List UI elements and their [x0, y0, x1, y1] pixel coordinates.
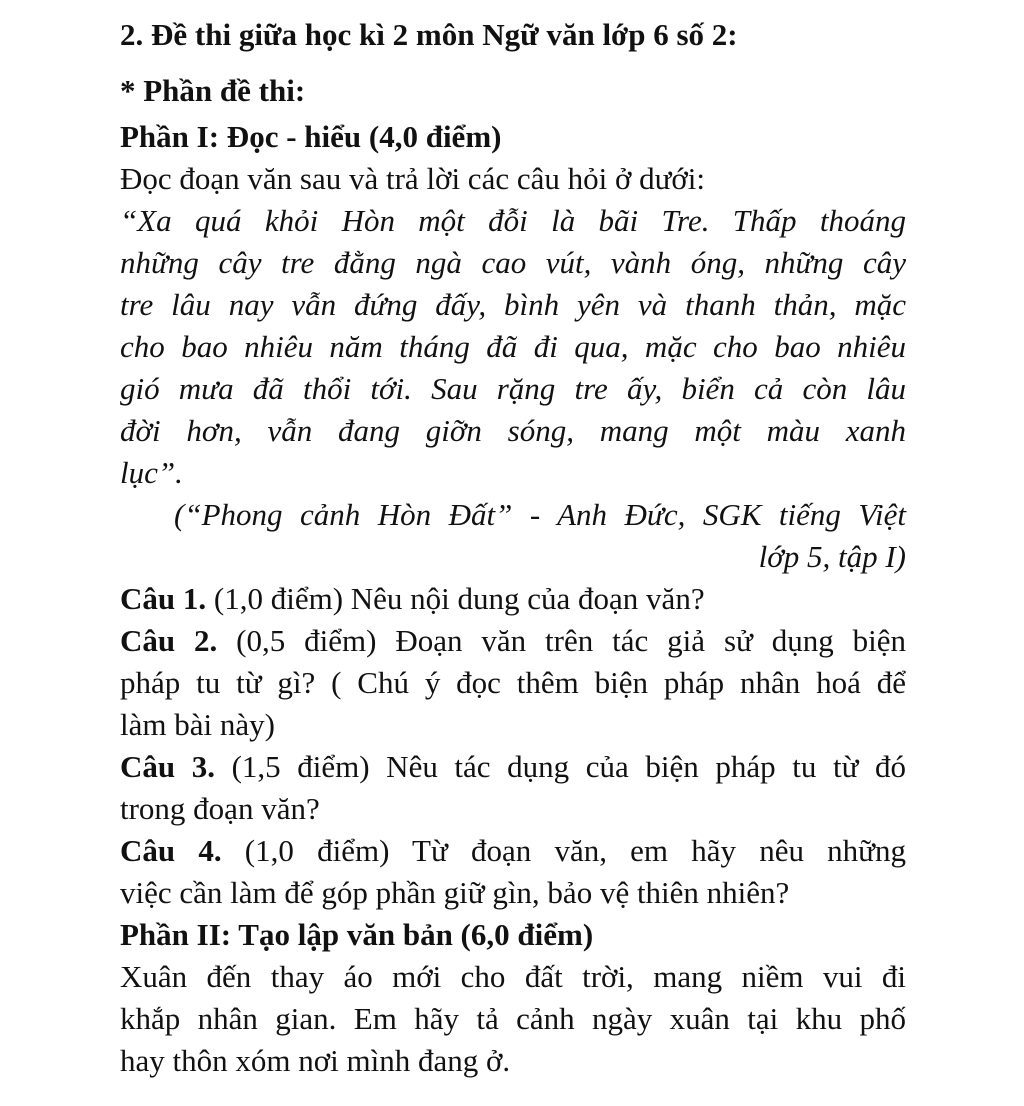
source-line: (“Phong cảnh Hòn Đất” - Anh Đức, SGK tiếng Việt [174, 497, 906, 532]
passage-line: “Xa quá khỏi Hòn một đỗi là bãi Tre. Thấp thoáng [120, 203, 906, 238]
question-label: Câu 2. [120, 623, 218, 658]
question-1 [120, 578, 906, 620]
question-line: trong đoạn văn? [120, 791, 320, 826]
passage-line: cho bao nhiêu năm tháng đã đi qua, mặc cho bao nhiêu [120, 329, 906, 364]
passage-line: gió mưa đã thổi tới. Sau rặng tre ấy, biển cả còn lâu [120, 371, 906, 406]
question-3 [120, 746, 906, 830]
reading-instruction: Đọc đoạn văn sau và trả lời các câu hỏi ở dưới: [120, 161, 706, 196]
question-text: (1,0 điểm) Từ đoạn văn, em hãy nêu những [221, 833, 906, 868]
prompt-line: Xuân đến thay áo mới cho đất trời, mang niềm vui đi [120, 959, 906, 994]
source-line: lớp 5, tập I) [758, 539, 906, 574]
exam-document [120, 14, 906, 1082]
question-label: Câu 1. [120, 581, 207, 616]
question-label: Câu 3. [120, 749, 215, 784]
passage-line: lục”. [120, 455, 183, 490]
passage-line: đời hơn, vẫn đang giỡn sóng, mang một màu xanh [120, 413, 906, 448]
question-label: Câu 4. [120, 833, 222, 868]
prompt-line: khắp nhân gian. Em hãy tả cảnh ngày xuân tại khu phố [120, 1001, 906, 1036]
question-line: pháp tu từ gì? ( Chú ý đọc thêm biện pháp nhân hoá để [120, 665, 906, 700]
question-line [120, 620, 906, 662]
writing-prompt [120, 956, 906, 1082]
question-text: (1,0 điểm) Nêu nội dung của đoạn văn? [206, 581, 705, 616]
passage-line: những cây tre đằng ngà cao vút, vành óng, những cây [120, 245, 906, 280]
passage-source [120, 494, 906, 578]
reading-passage [120, 200, 906, 494]
question-line [120, 746, 906, 788]
passage-line: tre lâu nay vẫn đứng đấy, bình yên và thanh thản, mặc [120, 287, 906, 322]
question-line [120, 830, 906, 872]
prompt-line: hay thôn xóm nơi mình đang ở. [120, 1043, 511, 1078]
question-line: làm bài này) [120, 707, 275, 742]
question-text: (1,5 điểm) Nêu tác dụng của biện pháp tu từ đó [214, 749, 906, 784]
question-text: (0,5 điểm) Đoạn văn trên tác giả sử dụng biện [217, 623, 906, 658]
question-line: việc cần làm để góp phần giữ gìn, bảo vệ thiên nhiên? [120, 875, 790, 910]
exam-subheading: * Phần đề thi: [120, 73, 306, 108]
part1-heading: Phần I: Đọc - hiểu (4,0 điểm) [120, 119, 502, 154]
part2-heading: Phần II: Tạo lập văn bản (6,0 điểm) [120, 917, 594, 952]
question-2 [120, 620, 906, 746]
question-line [120, 578, 906, 620]
document-title: 2. Đề thi giữa học kì 2 môn Ngữ văn lớp 6 số 2: [120, 17, 738, 52]
question-4 [120, 830, 906, 914]
